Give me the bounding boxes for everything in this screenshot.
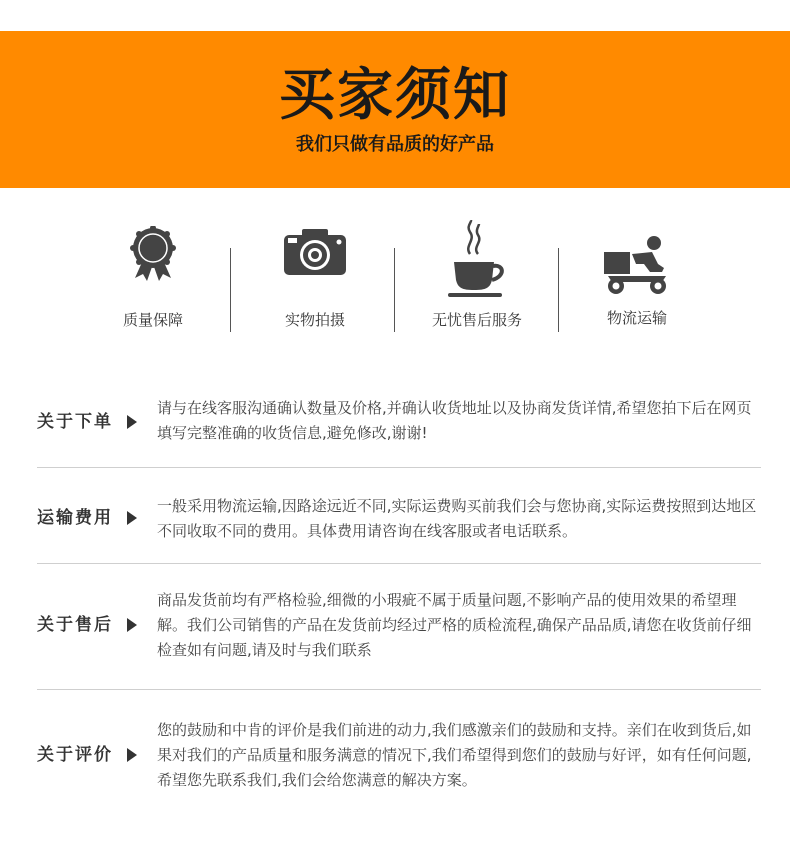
section-heading: 关于评价 — [37, 745, 113, 765]
feature-label: 无忧售后服务 — [431, 311, 522, 329]
arrow-right-icon — [127, 415, 137, 429]
divider — [37, 563, 761, 564]
arrow-right-icon — [127, 511, 137, 525]
page-subtitle: 我们只做有品质的好产品 — [296, 134, 494, 155]
page-title: 买家须知 — [279, 63, 511, 128]
section-text: 一般采用物流运输,因路途远近不同,实际运费购买前我们会与您协商,实际运费按照到达地区不同收取不同的费用。具体费用请咨询在线客服或者电话联系。 — [157, 497, 757, 540]
feature-label: 实物拍摄 — [284, 311, 345, 329]
feature-label: 质量保障 — [122, 311, 183, 329]
camera-icon — [282, 226, 348, 282]
feature-strip — [72, 222, 718, 342]
divider — [37, 467, 761, 468]
arrow-right-icon — [127, 748, 137, 762]
section-text: 商品发货前均有严格检验,细微的小瑕疵不属于质量问题,不影响产品的使用效果的希望理解。我们公司销售的产品在发货前均经过严格的质检流程,确保产品品质,请您在收货前仔细检查如有问题,请及时与我们联系 — [157, 591, 752, 659]
feature-logistics — [556, 222, 718, 342]
medal-icon — [128, 226, 178, 286]
section-text: 您的鼓励和中肯的评价是我们前进的动力,我们感激亲们的鼓励和支持。亲们在收到货后,如果对我们的产品质量和服务满意的情况下,我们希望得到您们的鼓励与好评，如有任何问题,希望您先联系我们,我们会给您满意的解决方案。 — [157, 721, 752, 789]
divider — [394, 248, 395, 332]
feature-quality — [72, 222, 234, 342]
divider — [37, 689, 761, 690]
divider — [230, 248, 231, 332]
section-heading: 关于售后 — [37, 615, 113, 635]
delivery-scooter-icon — [602, 234, 672, 302]
feature-photo — [234, 222, 396, 342]
arrow-right-icon — [127, 618, 137, 632]
coffee-cup-icon — [446, 220, 508, 304]
info-section-review — [37, 718, 761, 798]
feature-aftersales — [396, 222, 558, 342]
info-section-shipping — [37, 494, 761, 554]
info-section-aftersales — [37, 588, 761, 668]
info-section-order — [37, 396, 761, 456]
feature-label: 物流运输 — [606, 309, 667, 327]
section-heading: 运输费用 — [37, 508, 113, 528]
section-heading: 关于下单 — [37, 412, 113, 432]
section-text: 请与在线客服沟通确认数量及价格,并确认收货地址以及协商发货详情,希望您拍下后在网页填写完整准确的收货信息,避免修改,谢谢! — [157, 399, 752, 442]
